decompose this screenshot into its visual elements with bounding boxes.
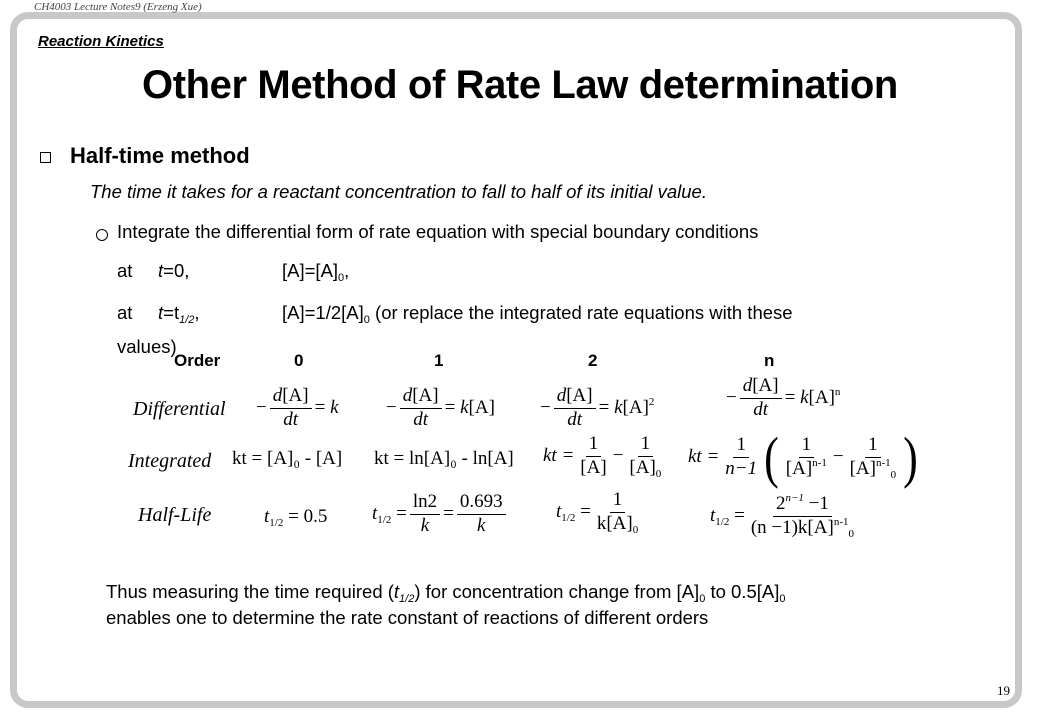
integrated-order-2: kt = $\frac{1}{[A]}$ − $\frac{1}{[A]_0}$ bbox=[543, 433, 662, 480]
differential-order-1: − $\frac{d[A]}{dt}$ = k[A] bbox=[386, 385, 495, 430]
conclusion-line-2: enables one to determine the rate constant of reactions of different orders bbox=[106, 607, 709, 628]
row-label-half-life: Half-Life bbox=[138, 504, 212, 526]
section-label: Reaction Kinetics bbox=[38, 33, 164, 50]
page-number: 19 bbox=[997, 683, 1010, 698]
bullet-heading: Half-time method bbox=[70, 143, 250, 168]
differential-order-n: − $\frac{d[A]}{dt}$ = $k[A]^n$ bbox=[726, 375, 841, 420]
integrated-order-1: kt = ln[A]₀ - ln[A] bbox=[374, 448, 514, 469]
slide-frame bbox=[10, 12, 1022, 708]
order-2-header: 2 bbox=[588, 351, 598, 370]
order-0-header: 0 bbox=[294, 351, 304, 370]
course-note: CH4003 Lecture Notes9 (Erzeng Xue) bbox=[34, 1, 202, 13]
sub-bullet-text: Integrate the differential form of rate equation with special boundary conditions bbox=[117, 221, 759, 242]
row-label-integrated: Integrated bbox=[128, 450, 212, 472]
circle-bullet-icon bbox=[96, 229, 108, 241]
integrated-order-n: kt = $\frac{1}{n-1}$ ( $\frac{1}{[A]^{n-1}}$ − $\frac{1}{[A]^{n-1}_0}$ ) bbox=[688, 425, 918, 490]
order-n-header: n bbox=[764, 351, 775, 370]
differential-order-0: − $\frac{d[A]}{dt}$ = k bbox=[256, 385, 339, 430]
condition-2-conc: $[A]=1/2[A]_0$ (or replace the integrated rate equations with these bbox=[282, 302, 793, 326]
definition-text: The time it takes for a reactant concentration to fall to half of its initial value. bbox=[90, 181, 707, 202]
integrated-order-0: kt = [A]₀ - [A] bbox=[232, 448, 343, 469]
condition-1-time: t=0, bbox=[158, 260, 190, 281]
condition-2-continued: values) bbox=[117, 336, 177, 357]
condition-1-conc: $[A]=[A]_0$, bbox=[282, 260, 350, 284]
order-1-header: 1 bbox=[434, 351, 444, 370]
half-life-order-n: $t_{1/2}$ = $\frac{2^{n-1} -1}{(n -1)k[A]^{n-1}_0}$ bbox=[710, 492, 854, 540]
condition-2-time: $t=t_{1/2}$, bbox=[158, 302, 200, 326]
square-bullet-icon bbox=[40, 152, 51, 163]
half-life-order-1: $t_{1/2}$ = $\frac{\ln 2}{k}$ = $\frac{0.693}{k}$ bbox=[372, 492, 509, 537]
half-life-order-2: $t_{1/2}$ = $\frac{1}{k[A]_0}$ bbox=[556, 489, 639, 536]
order-header-label: Order bbox=[174, 351, 221, 370]
slide-title: Other Method of Rate Law determination bbox=[142, 63, 898, 107]
row-label-differential: Differential bbox=[133, 398, 226, 420]
condition-2-at: at bbox=[117, 302, 133, 323]
condition-1-at: at bbox=[117, 260, 133, 281]
differential-order-2: − $\frac{d[A]}{dt}$ = $k[A]^2$ bbox=[540, 385, 655, 430]
half-life-order-0: $t_{1/2} = 0.5$ bbox=[264, 506, 328, 529]
conclusion-line-1: Thus measuring the time required $(t_{1/2})$ for concentration change from $[A]_0$ to $0.5[A]_0$ bbox=[106, 581, 786, 605]
